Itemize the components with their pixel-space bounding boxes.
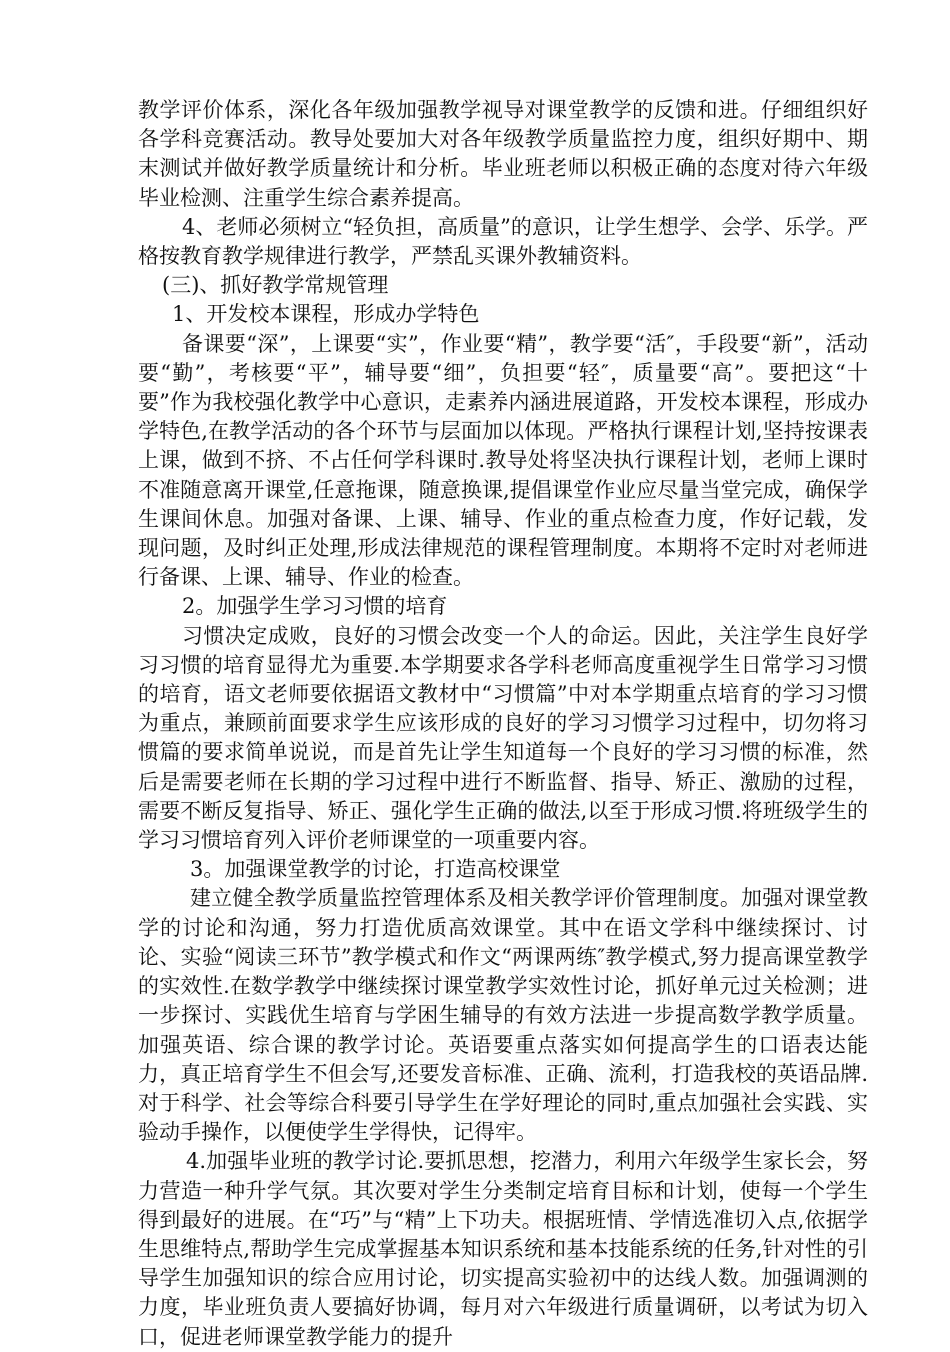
subheading-study-habits: 2。加强学生学习习惯的培育 bbox=[182, 594, 448, 619]
paragraph-study-habits: 习惯决定成败，良好的习惯会改变一个人的命运。因此，关注学生良好学习习惯的培育显得尤为重要.本学期要求各学科老师高度重视学生日常学习习惯的培育，语文老师要依据语文教材中“习惯篇”中对本学期重点培育的学习习惯为重点，兼顾前面要求学生应该形成的良好的学习习惯学习过程中，切勿将习惯篇的要求简单说说，而是首先让学生知道每一个良好的学习习惯的标准，然后是需要老师在长期的学习过程中进行不断监督、指导、矫正、激励的过程，需要不断反复指导、矫正、强化学生正确的做法,以至于形成习惯.将班级学生的学习习惯培育列入评价老师课堂的一项重要内容。 bbox=[138, 623, 868, 853]
document-body bbox=[138, 96, 868, 1352]
paragraph-evaluation-system: 教学评价体系，深化各年级加强教学视导对课堂教学的反馈和进。仔细组织好各学科竞赛活动。教导处要加大对各年级教学质量监控力度，组织好期中、期末测试并做好教学质量统计和分析。毕业班老师以积极正确的态度对待六年级毕业检测、注重学生综合素养提高。 bbox=[138, 98, 868, 210]
paragraph-item-4-teacher-awareness: 4、老师必须树立“轻负担，高质量”的意识，让学生想学、会学、乐学。严格按教育教学规律进行教学，严禁乱买课外教辅资料。 bbox=[138, 214, 868, 269]
paragraph-graduating-class: 4.加强毕业班的教学讨论.要抓思想，挖潜力，利用六年级学生家长会，努力营造一种升学气氛。其次要对学生分类制定培育目标和计划，使每一个学生得到最好的进展。在“巧”与“精”上下功夫。根据班情、学情选准切入点,依据学生思维特点,帮助学生完成掌握基本知识系统和基本技能系统的任务,针对性的引导学生加强知识的综合应用讨论，切实提高实验初中的达线人数。加强调测的力度，毕业班负责人要搞好协调，每月对六年级进行质量调研，以考试为切入口，促进老师课堂教学能力的提升 bbox=[138, 1149, 868, 1349]
subheading-school-curriculum: 1、开发校本课程，形成办学特色 bbox=[172, 302, 480, 327]
subheading-classroom-teaching: 3。加强课堂教学的讨论，打造高校课堂 bbox=[190, 857, 561, 882]
section-heading-routine-management: (三)、抓好教学常规管理 bbox=[162, 273, 389, 298]
paragraph-ten-requirements: 备课要“深”，上课要“实”，作业要“精”，教学要“活″，手段要“新”，活动要“勤”，考核要“平”，辅导要“细”，负担要“轻″，质量要“高”。要把这“十要”作为我校强化教学中心意识，走素养内涵进展道路，开发校本课程，形成办学特色,在教学活动的各个环节与层面加以体现。严格执行课程计划,坚持按课表上课，做到不挤、不占任何学科课时.教导处将坚决执行课程计划，老师上课时不准随意离开课堂,任意拖课，随意换课,提倡课堂作业应尽量当堂完成，确保学生课间休息。加强对备课、上课、辅导、作业的重点检查力度，作好记载，发现问题，及时纠正处理,形成法律规范的课程管理制度。本期将不定时对老师进行备课、上课、辅导、作业的检查。 bbox=[138, 331, 868, 590]
paragraph-classroom-teaching: 建立健全教学质量监控管理体系及相关教学评价管理制度。加强对课堂教学的讨论和沟通，努力打造优质高效课堂。其中在语文学科中继续探讨、讨论、实验“阅读三环节”教学模式和作文“两课两练″教学模式,努力提高课堂教学的实效性.在数学教学中继续探讨课堂教学实效性讨论，抓好单元过关检测；进一步探讨、实践优生培育与学困生辅导的有效方法进一步提高数学教学质量。加强英语、综合课的教学讨论。英语要重点落实如何提高学生的口语表达能力，真正培育学生不但会写,还要发音标准、正确、流利，打造我校的英语品牌.对于科学、社会等综合科要引导学生在学好理论的同时,重点加强社会实践、实验动手操作，以便使学生学得快，记得牢。 bbox=[138, 886, 868, 1145]
